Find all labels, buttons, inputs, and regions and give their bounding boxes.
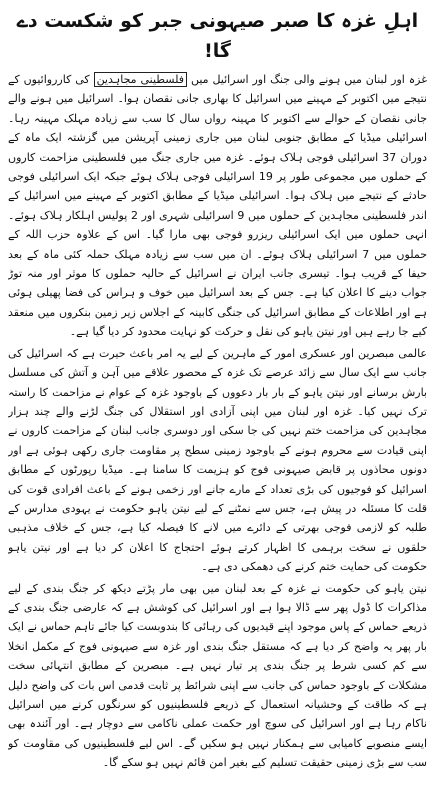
paragraph-text: کی کارروائیوں کے نتیجے میں اکتوبر کے مہینے میں اسرائیل کا بھاری جانی نقصان ہوا۔ اسرائیل میں ہونے والے جانی نقصان کے حوالے سے اکتوبر کا مہینہ رواں سال کا سب سے زیادہ مہلک مہینہ رہا۔ اسرائیلی میڈیا کے مطابق جنوبی لبنان میں جاری زمینی آپریشن میں گزشتہ ایک ماہ کے دوران 37 اسرائیلی فوجی ہلاک ہوئے۔ غزہ میں جاری جنگ میں فلسطینی مزاحمت کاروں کے حملوں میں مجموعی طور پر 19 اسرائیلی فوجی ہلاک ہوئے جبکہ ایک اسرائیلی فوجی حادثے کے نتیجے میں ہلاک ہوا۔ اسرائیلی میڈیا کے مطابق اکتوبر کے مہینے میں اسرائیل کے اندر فلسطینی مجاہدین کے حملوں میں 9 اسرائیلی شہری اور 2 پولیس اہلکار ہلاک ہوئے۔ انہی حملوں میں ایک اسرائیلی ریزرو فوجی بھی مارا گیا۔ اس کے علاوہ حزب اللہ کے حملوں میں 7 اسرائیلی ہلاک ہوئے۔ ان میں سب سے زیادہ مہلک حملہ کئی ماہ کے بعد حیفا کے قریب ہوا۔ تیسری جانب ایران نے اسرائیل کے حالیہ حملوں کا موثر اور منہ توڑ جواب دینے کا اعلان کیا ہے۔ جس کے بعد اسرائیل میں خوف و ہراس کی فضا پھیلی ہوئی ہے اور اطلاعات کے مطابق اسرائیل کی جنگی کابینہ کے اجلاس زیر زمین بنکروں میں منعقد کیے جا رہے ہیں اور نیتن یاہو کی نقل و حرکت کو نہایت محدود کر دیا گیا ہے۔ <box>8 73 427 339</box>
article-body <box>8 70 427 810</box>
paragraph-text: غزہ اور لبنان میں ہونے والی جنگ اور اسرائیل میں <box>187 73 427 86</box>
article-title: اہلِ غزہ کا صبر صیہونی جبر کو شکست دے گا! <box>16 10 419 62</box>
paragraph-text: نیتن یاہو کی حکومت نے غزہ کے بعد لبنان میں بھی مار پڑتے دیکھ کر جنگ بندی کے لیے مذاکرات کا ڈول پھر سے ڈالا ہوا ہے اور اسرائیل کی کوشش ہے کہ عارضی جنگ بندی کے ذریعے حماس کے پاس موجود اپنے قیدیوں کی رہائی کا بندوبست کیا جائے تاہم حماس نے ایک بار پھر یہ واضح کر دیا ہے کہ مستقل جنگ بندی اور غزہ سے صیہونی فوج کے مکمل انخلا سے کم کسی شرط پر جنگ بندی پر تیار نہیں ہے۔ مبصرین کے مطابق انتہائی سخت مشکلات کے باوجود حماس کی جانب سے اپنی شرائط پر ثابت قدمی اس بات کی واضح دلیل ہے کہ طاقت کے وحشیانہ استعمال کے ذریعے فلسطینیوں کو سرنگوں کرنے میں اسرائیل ناکام رہا ہے اور اسرائیل کی سوچ اور حکمت عملی ناکامی سے دوچار ہے۔ اور آئندہ بھی ایسے منصوبے کامیابی سے ہمکنار نہیں ہو سکیں گے۔ اس لیے فلسطینیوں کی مقاومت کو سب سے بڑی زمینی حقیقت تسلیم کیے بغیر امن قائم نہیں ہو سکے گا۔ <box>8 581 427 770</box>
paragraph-text: غزہ اور لبنان میں اپنی آزادی اور استقلال کی جنگ لڑنے والے چند ہزار مجاہدین کی مزاحمت ختم نہیں کی جا سکی اور دوسری جانب لبنان کے مزاحمت کاروں نے اپنی قیادت سے محروم ہونے کے باوجود زمینی سطح پر مقاومت جاری رکھی ہوئی ہے اور دونوں محاذوں پر قابض صیہونی فوج کو ہزیمت کا سامنا ہے۔ میڈیا رپورٹوں کے مطابق اسرائیل کو فوجیوں کی بڑی تعداد کے مارے جانے اور زخمی ہونے کے باعث افرادی قوت کی قلت کا مسئلہ در پیش ہے، جس سے نمٹنے کے لیے نیتن یاہو حکومت نے یہودی مدارس کے طلبہ کو لازمی فوجی بھرتی کے دائرے میں لانے کا فیصلہ کیا ہے، جس کے خلاف مذہبی حلقوں نے سخت برہمی کا اظہار کرتے ہوئے احتجاج کا اعلان کر دیا ہے اور نیتن یاہو حکومت کی حمایت ختم کرنے کی دھمکی دی ہے۔ <box>8 404 427 574</box>
article-paragraph <box>8 344 427 577</box>
article-paragraph <box>8 579 427 773</box>
article-paragraph <box>8 70 427 342</box>
boxed-phrase: فلسطینی مجاہدین <box>94 72 187 87</box>
paragraph-text: عالمی مبصرین اور عسکری امور کے ماہرین کے لیے یہ امر باعث حیرت ہے کہ اسرائیل کی جانب سے ایک سال سے زائد عرصے تک غزہ کے محصور علاقے میں آہن و آتش کی مسلسل بارش برسانے اور نیتن یاہو کے بار بار دعووں کے باوجود غزہ کے عوام نے مزاحمت کا راستہ ترک نہیں کیا۔ <box>8 346 427 418</box>
